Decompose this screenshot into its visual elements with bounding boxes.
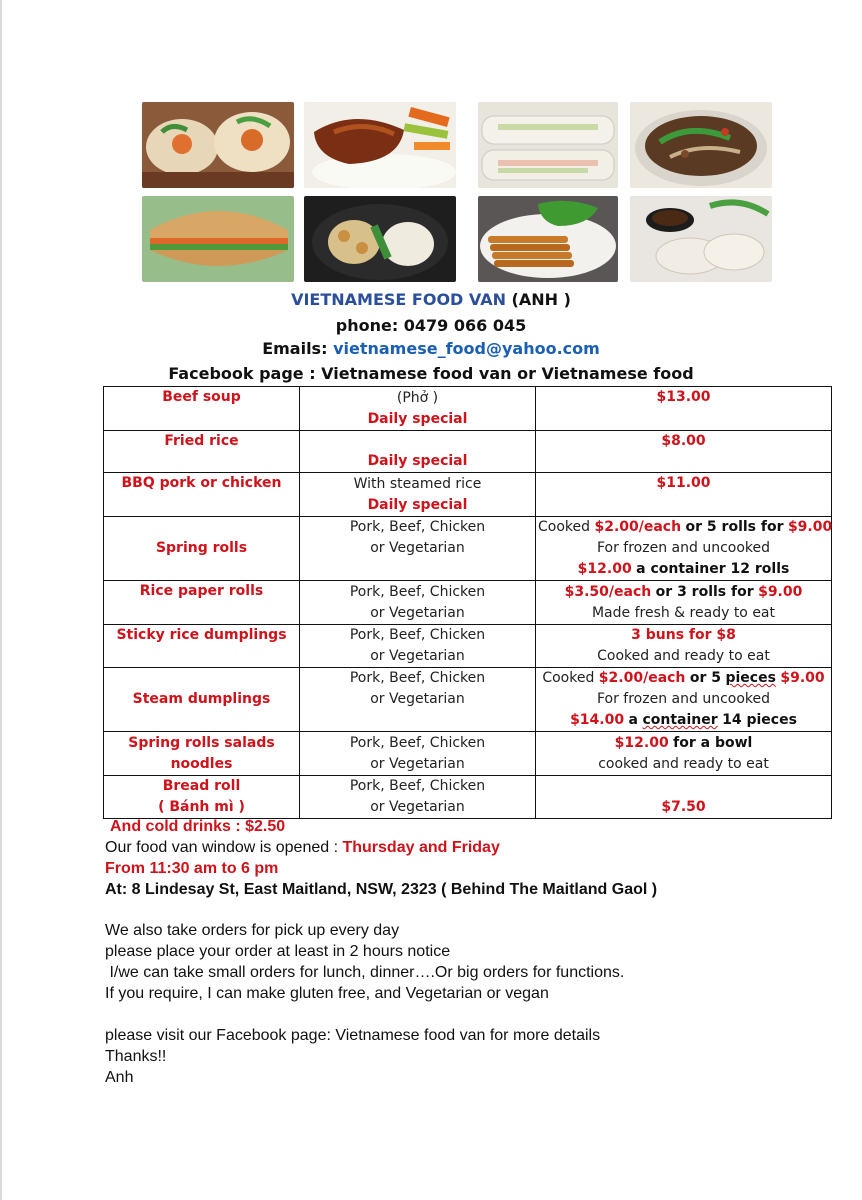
- item-price-cell: [536, 668, 832, 732]
- pho-bowl-photo: [630, 102, 772, 188]
- cold-drinks-text: And cold drinks : $2.50: [110, 818, 286, 835]
- price-line: [538, 517, 833, 538]
- item-description-cell: [300, 581, 536, 625]
- item-description: Pork, Beef, Chicken: [349, 627, 486, 643]
- window-label: Our food van window is opened :: [105, 839, 339, 856]
- price-text: a container 12 rolls: [636, 561, 790, 577]
- address-line: At: 8 Lindesay St, East Maitland, NSW, 2323 ( Behind The Maitland Gaol ): [105, 881, 658, 898]
- table-row: [104, 668, 832, 732]
- price-line: [538, 582, 829, 603]
- cold-drinks-line: [110, 818, 850, 836]
- item-name: Beef soup: [162, 389, 241, 405]
- item-description: or Vegetarian: [370, 691, 465, 707]
- price-line: cooked and ready to eat: [598, 755, 769, 772]
- opening-hours: From 11:30 am to 6 pm: [105, 860, 279, 877]
- price-text: 14 pieces: [722, 712, 797, 728]
- item-description-cell: [300, 431, 536, 473]
- food-photo-grid: [142, 102, 772, 282]
- price-line: Made fresh & ready to eat: [591, 604, 776, 621]
- table-row: [104, 387, 832, 431]
- item-price: $11.00: [656, 475, 711, 491]
- item-price-cell: [536, 581, 832, 625]
- item-description: Pork, Beef, Chicken: [349, 519, 486, 535]
- item-name-cell: [104, 387, 300, 431]
- item-name: Fried rice: [164, 433, 239, 449]
- price-container: $12.00: [577, 561, 632, 577]
- facebook-line: Facebook page : Vietnamese food van or Vietnamese food: [168, 364, 694, 383]
- thanks-line: Thanks!!: [105, 1048, 167, 1065]
- item-price-cell: [536, 473, 832, 517]
- item-description: or Vegetarian: [370, 799, 465, 815]
- item-name: noodles: [170, 755, 233, 772]
- item-description: Pork, Beef, Chicken: [349, 670, 486, 686]
- price-text: a: [628, 712, 638, 728]
- steamed-dumplings-photo: [630, 196, 772, 282]
- price-line: For frozen and uncooked: [596, 540, 771, 556]
- item-description: Pork, Beef, Chicken: [349, 734, 486, 751]
- table-row: [104, 732, 832, 776]
- table-row: [104, 776, 832, 819]
- order-note: I/we can take small orders for lunch, dinner….Or big orders for functions.: [105, 964, 625, 981]
- item-description: or Vegetarian: [370, 648, 465, 664]
- item-description-cell: [300, 776, 536, 819]
- item-name: BBQ pork or chicken: [121, 475, 282, 491]
- price-text: for a bowl: [673, 734, 753, 751]
- table-row: [104, 431, 832, 473]
- price-line: [538, 733, 829, 754]
- item-description-cell: [300, 473, 536, 517]
- opening-days: Thursday and Friday: [342, 839, 500, 856]
- item-description: With steamed rice: [353, 475, 482, 492]
- item-description: Pork, Beef, Chicken: [349, 583, 486, 600]
- item-description-cell: [300, 732, 536, 776]
- opening-hours-line: [105, 860, 845, 878]
- email-link[interactable]: vietnamese_food@yahoo.com: [333, 339, 600, 358]
- item-name: Sticky rice dumplings: [116, 627, 287, 643]
- signature: Anh: [105, 1069, 134, 1086]
- item-price-cell: [536, 387, 832, 431]
- visit-facebook-line: please visit our Facebook page: Vietnamese food van for more details: [105, 1027, 601, 1044]
- item-price: $13.00: [656, 389, 711, 405]
- item-price-cell: [536, 732, 832, 776]
- item-price-cell: [536, 517, 832, 581]
- opening-days-line: [105, 839, 845, 857]
- table-row: [104, 625, 832, 668]
- item-name-cell: [104, 473, 300, 517]
- price-line: Cooked and ready to eat: [597, 648, 770, 664]
- price-bundle: $9.00: [758, 583, 803, 600]
- price-text: pieces: [725, 670, 776, 686]
- daily-special-label: Daily special: [367, 496, 468, 513]
- price-bundle: $9.00: [780, 670, 825, 686]
- price-line: [538, 710, 829, 731]
- item-description: (Phở ): [396, 389, 439, 406]
- price-container: $14.00: [570, 712, 625, 728]
- item-description: or Vegetarian: [370, 604, 465, 621]
- item-name: Spring rolls: [155, 540, 248, 556]
- price-each: $2.00/each: [594, 519, 682, 535]
- item-description-cell: [300, 668, 536, 732]
- phone-line: phone: 0479 066 045: [335, 316, 527, 335]
- rice-paper-rolls-photo: [478, 102, 618, 188]
- owner-name: (ANH ): [511, 290, 571, 309]
- item-description-cell: [300, 517, 536, 581]
- daily-special-label: Daily special: [367, 410, 468, 427]
- item-name-cell: [104, 517, 300, 581]
- item-name-cell: [104, 581, 300, 625]
- fried-spring-rolls-photo: [478, 196, 618, 282]
- price-line: For frozen and uncooked: [596, 691, 771, 707]
- daily-special-label: Daily special: [367, 453, 468, 469]
- item-price-cell: [536, 431, 832, 473]
- order-note: If you require, I can make gluten free, and Vegetarian or vegan: [105, 985, 549, 1002]
- price-each: $2.00/each: [598, 670, 686, 686]
- item-description: or Vegetarian: [370, 540, 465, 556]
- item-description-cell: [300, 387, 536, 431]
- item-price-cell: [536, 776, 832, 819]
- page-edge: [0, 0, 2, 1200]
- item-name-cell: [104, 732, 300, 776]
- price-each: $3.50/each: [564, 583, 652, 600]
- item-description-cell: [300, 625, 536, 668]
- item-name-cell: [104, 668, 300, 732]
- item-price: $7.50: [661, 799, 706, 815]
- table-row: [104, 473, 832, 517]
- item-name-cell: [104, 625, 300, 668]
- order-note: We also take orders for pick up every day: [105, 922, 400, 939]
- table-row: [104, 517, 832, 581]
- price-text: Cooked: [542, 670, 595, 686]
- item-name: Spring rolls salads: [128, 734, 275, 751]
- price-text: container: [642, 712, 718, 728]
- email-line: [0, 339, 862, 358]
- price-bundle: $9.00: [787, 519, 833, 535]
- item-name: Bread roll: [162, 778, 241, 794]
- item-price-cell: [536, 625, 832, 668]
- item-description: or Vegetarian: [370, 755, 465, 772]
- price-text: Cooked: [538, 519, 591, 535]
- price-text: or 3 rolls for: [655, 583, 754, 600]
- item-name: Rice paper rolls: [139, 583, 264, 599]
- spring-rolls-salad-photo: [304, 196, 456, 282]
- business-name: VIETNAMESE FOOD VAN: [291, 290, 506, 309]
- email-label: Emails:: [262, 339, 328, 358]
- menu-table: [103, 386, 832, 819]
- item-description: Pork, Beef, Chicken: [349, 778, 486, 794]
- price-line: [538, 668, 829, 689]
- item-name: Steam dumplings: [132, 691, 271, 707]
- price-bowl: $12.00: [614, 734, 669, 751]
- banh-beo-photo: [142, 102, 294, 188]
- grilled-pork-rice-photo: [304, 102, 456, 188]
- item-name-cell: [104, 431, 300, 473]
- order-note: please place your order at least in 2 hours notice: [105, 943, 451, 960]
- item-name: ( Bánh mì ): [158, 799, 245, 815]
- price-line: [538, 559, 829, 580]
- price-text: or 5 rolls for: [685, 519, 784, 535]
- price-text: or 5: [689, 670, 721, 686]
- table-row: [104, 581, 832, 625]
- business-title-line: [0, 290, 862, 309]
- item-name-cell: [104, 776, 300, 819]
- price-line: 3 buns for $8: [631, 627, 736, 643]
- item-price: $8.00: [661, 433, 706, 449]
- banh-mi-photo: [142, 196, 294, 282]
